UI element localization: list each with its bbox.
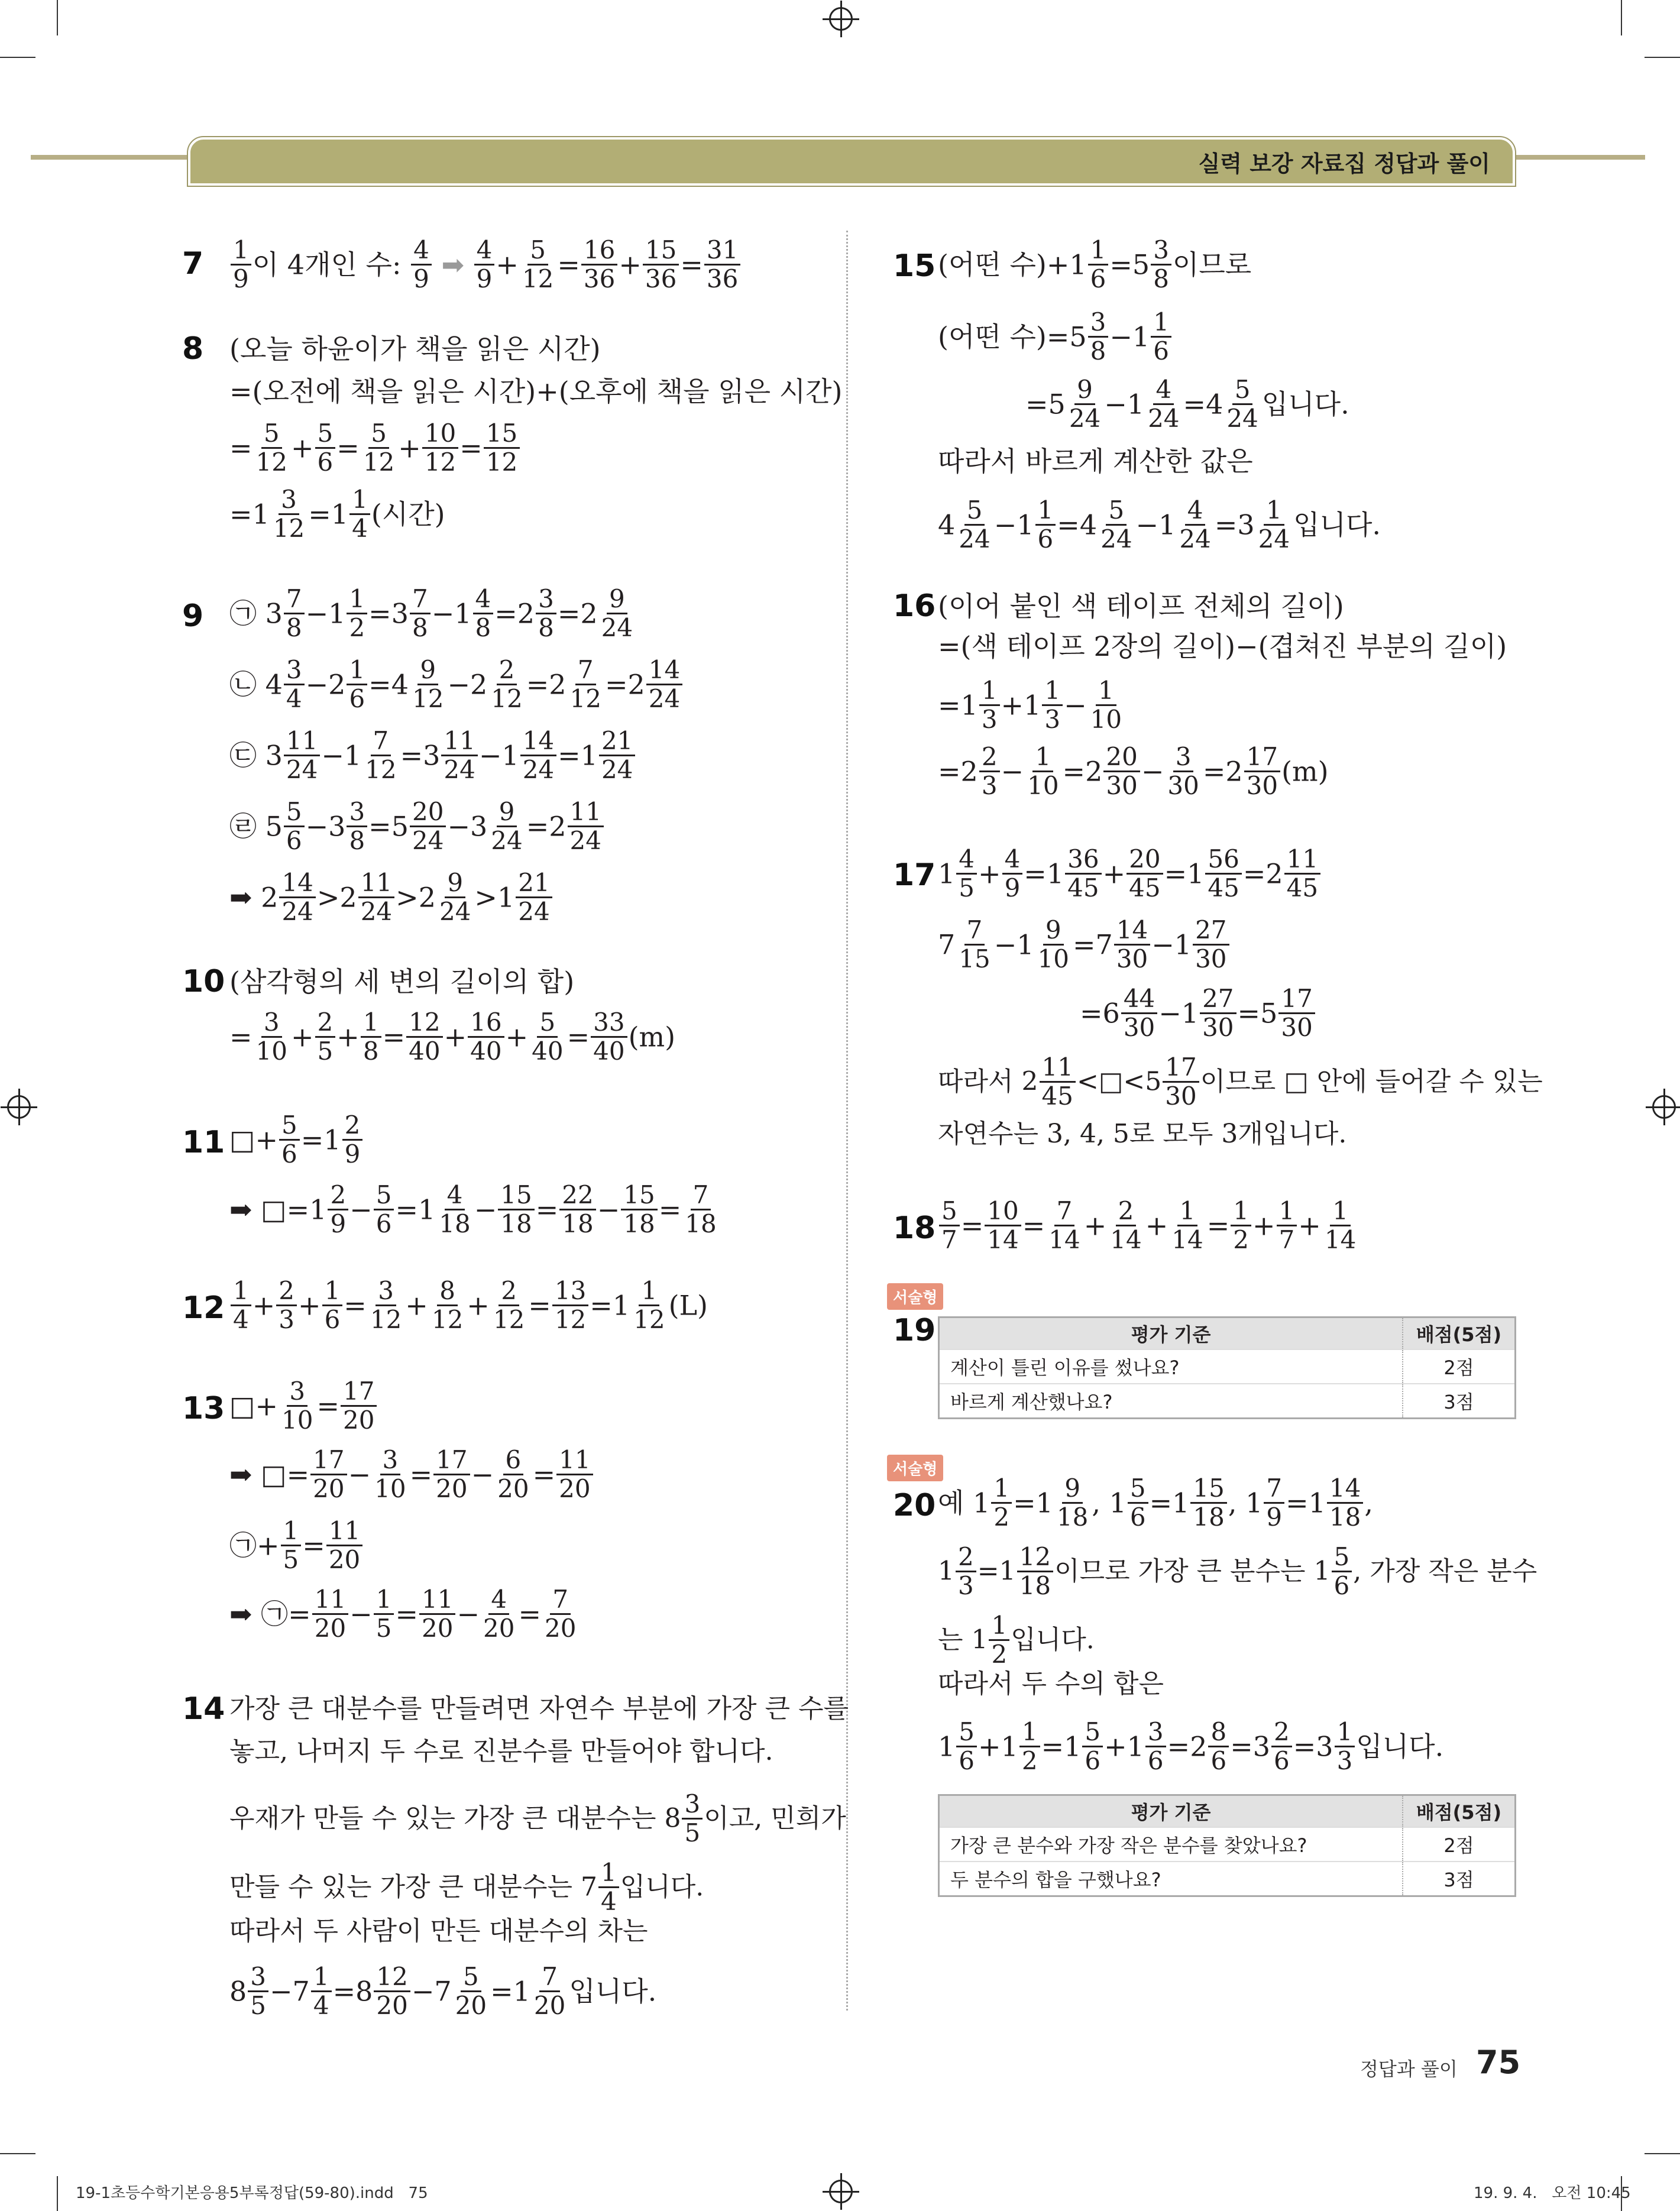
problem-number: 8 bbox=[182, 331, 204, 367]
solution-line: ➡ □=1 $\frac{2}{9}$ − $\frac{5}{6}$ =1 $\frac{4}{18}$ − $\frac{15}{18}$ = $\frac{22}{18}$ − $\frac{15}{18}$ = $\frac{7}{18}$ bbox=[229, 1181, 720, 1238]
page-number: 75 bbox=[1476, 2044, 1521, 2081]
table-row bbox=[939, 1349, 1516, 1384]
fraction: $\frac{1}{6}$ bbox=[347, 656, 367, 713]
fraction: $\frac{1}{4}$ bbox=[231, 1277, 251, 1333]
fraction: $\frac{14}{24}$ bbox=[279, 869, 315, 925]
fraction: $\frac{5}{12}$ bbox=[362, 419, 395, 477]
problem-12 bbox=[182, 1277, 821, 1342]
criteria-cell: 계산이 틀린 이유를 썼나요? bbox=[939, 1349, 1403, 1384]
problem-number: 17 bbox=[893, 857, 936, 893]
fraction: $\frac{2}{12}$ bbox=[491, 655, 523, 713]
fraction: $\frac{6}{20}$ bbox=[497, 1445, 529, 1503]
print-file-info: 19-1초등수학기본응용5부록정답(59-80).indd 75 bbox=[76, 2184, 428, 2202]
fraction: $\frac{5}{6}$ bbox=[279, 1112, 300, 1168]
fraction: $\frac{14}{30}$ bbox=[1114, 917, 1150, 973]
fraction: $\frac{7}{8}$ bbox=[284, 585, 305, 642]
solution-line: ㉢ 3 $\frac{11}{24}$ −1 $\frac{7}{12}$ =3 $\frac{11}{24}$ −1 $\frac{14}{24}$ =1 $\frac{21}{24}$ bbox=[229, 727, 636, 784]
problem-number: 19 bbox=[893, 1313, 936, 1348]
solution-line: =6 $\frac{44}{30}$ −1 $\frac{27}{30}$ =5 $\frac{17}{30}$ bbox=[1080, 985, 1316, 1041]
fraction: $\frac{15}{12}$ bbox=[484, 420, 520, 476]
fraction: $\frac{1}{2}$ bbox=[1019, 1718, 1040, 1775]
problem-8 bbox=[182, 331, 843, 556]
solution-line: 놓고, 나머지 두 수로 진분수를 만들어야 합니다. bbox=[229, 1736, 773, 1766]
solution-line: 8 $\frac{3}{5}$ −7 $\frac{1}{4}$ =8 $\frac{12}{20}$ −7 $\frac{5}{20}$ =1 $\frac{7}{20}$ 입니다. bbox=[229, 1962, 657, 2020]
problem-19 bbox=[887, 1283, 1532, 1425]
fraction: $\frac{1}{4}$ bbox=[349, 486, 370, 542]
solution-line: 1 $\frac{4}{5}$ + $\frac{4}{9}$ =1 $\frac{36}{45}$ + $\frac{20}{45}$ =1 $\frac{56}{45}$ =2 $\frac{11}{45}$ bbox=[938, 846, 1322, 902]
solution-line: (어떤 수)=5 $\frac{3}{8}$ −1 $\frac{1}{6}$ bbox=[938, 309, 1173, 365]
fraction: $\frac{1}{4}$ bbox=[311, 1963, 332, 2019]
fraction: $\frac{3}{4}$ bbox=[284, 656, 305, 713]
fraction: $\frac{27}{30}$ bbox=[1200, 985, 1236, 1041]
problem-number: 18 bbox=[893, 1210, 936, 1246]
fraction: $\frac{1}{6}$ bbox=[1151, 309, 1171, 365]
fraction: $\frac{16}{40}$ bbox=[468, 1009, 504, 1065]
fraction: $\frac{9}{24}$ bbox=[1069, 375, 1101, 433]
fraction: $\frac{11}{45}$ bbox=[1040, 1054, 1076, 1110]
fraction: $\frac{1}{9}$ bbox=[231, 237, 251, 293]
fraction: $\frac{4}{24}$ bbox=[1179, 496, 1211, 553]
fraction: $\frac{1}{14}$ bbox=[1171, 1196, 1203, 1254]
solution-line: = $\frac{3}{10}$ + $\frac{2}{5}$ + $\frac{1}{8}$ = $\frac{12}{40}$ + $\frac{16}{40}$ + $\frac{5}{40}$ = $\frac{33}{40}$ (m) bbox=[229, 1008, 676, 1066]
fraction: $\frac{9}{24}$ bbox=[601, 584, 633, 642]
fraction: $\frac{5}{6}$ bbox=[374, 1181, 394, 1238]
fraction: $\frac{14}{24}$ bbox=[646, 656, 682, 713]
solution-line: 자연수는 3, 4, 5로 모두 3개입니다. bbox=[938, 1119, 1347, 1149]
fraction: $\frac{12}{20}$ bbox=[374, 1963, 410, 2019]
solution-line: 4 $\frac{5}{24}$ −1 $\frac{1}{6}$ =4 $\frac{5}{24}$ −1 $\frac{4}{24}$ =3 $\frac{1}{24}$ 입니다. bbox=[938, 496, 1381, 553]
problem-20 bbox=[887, 1455, 1537, 1904]
fraction: $\frac{20}{30}$ bbox=[1103, 743, 1140, 799]
table-row bbox=[939, 1384, 1516, 1419]
fraction: $\frac{9}{24}$ bbox=[439, 868, 471, 926]
problem-10 bbox=[182, 964, 821, 1082]
fraction: $\frac{1}{6}$ bbox=[1088, 237, 1109, 293]
fraction: $\frac{9}{24}$ bbox=[491, 797, 523, 855]
criteria-cell: 바르게 계산했나요? bbox=[939, 1384, 1403, 1419]
problem-16 bbox=[893, 588, 1532, 825]
solution-line: 예 1 $\frac{1}{2}$ =1 $\frac{9}{18}$ , 1 $\frac{5}{6}$ =1 $\frac{15}{18}$ , 1 $\frac{7}{9}$ =1 $\frac{14}{18}$ , bbox=[938, 1474, 1373, 1532]
fraction: $\frac{5}{40}$ bbox=[532, 1008, 564, 1066]
criteria-header: 평가 기준 bbox=[939, 1317, 1403, 1350]
solution-line: ㉠ 3 $\frac{7}{8}$ −1 $\frac{1}{2}$ =3 $\frac{7}{8}$ −1 $\frac{4}{8}$ =2 $\frac{3}{8}$ =2 $\frac{9}{24}$ bbox=[229, 585, 636, 642]
solution-line: =(오전에 책을 읽은 시간)+(오후에 책을 읽은 시간) bbox=[229, 375, 843, 407]
fraction: $\frac{4}{5}$ bbox=[956, 846, 977, 902]
fraction: $\frac{7}{15}$ bbox=[959, 915, 990, 973]
fraction: $\frac{17}{30}$ bbox=[1163, 1054, 1199, 1110]
solution-line: =1 $\frac{3}{12}$ =1 $\frac{1}{4}$ (시간) bbox=[229, 485, 445, 543]
fraction: $\frac{15}{36}$ bbox=[643, 237, 679, 293]
solution-line: 따라서 2 $\frac{11}{45}$ <□<5 $\frac{17}{30}$ 이므로 □ 안에 들어갈 수 있는 bbox=[938, 1053, 1543, 1111]
fraction: $\frac{2}{9}$ bbox=[342, 1112, 363, 1168]
fraction: $\frac{1}{7}$ bbox=[1277, 1197, 1297, 1254]
fraction: $\frac{11}{20}$ bbox=[419, 1586, 455, 1642]
solution-line: (오늘 하윤이가 책을 읽은 시간) bbox=[229, 333, 601, 365]
solution-line: (삼각형의 세 변의 길이의 합) bbox=[229, 966, 575, 998]
criteria-cell: 가장 큰 분수와 가장 작은 분수를 찾았나요? bbox=[939, 1827, 1403, 1862]
fraction: $\frac{1}{3}$ bbox=[979, 677, 1000, 733]
table-row bbox=[939, 1862, 1516, 1896]
fraction: $\frac{3}{8}$ bbox=[536, 585, 556, 642]
fraction: $\frac{5}{24}$ bbox=[1100, 496, 1132, 553]
fraction: $\frac{5}{24}$ bbox=[1226, 375, 1258, 433]
fraction: $\frac{1}{3}$ bbox=[1335, 1718, 1355, 1775]
crop-mark bbox=[0, 57, 35, 58]
fraction: $\frac{15}{18}$ bbox=[498, 1181, 534, 1238]
fraction: $\frac{11}{24}$ bbox=[284, 727, 320, 784]
fraction: $\frac{1}{14}$ bbox=[1324, 1196, 1357, 1254]
fraction: $\frac{4}{9}$ bbox=[474, 237, 495, 293]
fraction: $\frac{2}{6}$ bbox=[1271, 1718, 1292, 1775]
fraction: $\frac{5}{12}$ bbox=[255, 419, 287, 477]
solution-line: 1 $\frac{2}{3}$ =1 $\frac{12}{18}$ 이므로 가장 큰 분수는 1 $\frac{5}{6}$ , 가장 작은 분수 bbox=[938, 1542, 1537, 1600]
fraction: $\frac{3}{12}$ bbox=[273, 485, 305, 543]
solution-line: 만들 수 있는 가장 큰 대분수는 7 $\frac{1}{4}$ 입니다. bbox=[229, 1858, 704, 1916]
problem-11 bbox=[182, 1112, 821, 1254]
fraction: $\frac{5}{6}$ bbox=[1332, 1543, 1352, 1600]
fraction: $\frac{7}{12}$ bbox=[365, 726, 397, 784]
fraction: $\frac{7}{20}$ bbox=[545, 1585, 577, 1643]
solution-line: 따라서 바르게 계산한 값은 bbox=[938, 445, 1253, 477]
fraction: $\frac{7}{8}$ bbox=[410, 585, 430, 642]
score-cell: 3점 bbox=[1403, 1384, 1516, 1419]
fraction: $\frac{12}{40}$ bbox=[406, 1009, 442, 1065]
fraction: $\frac{4}{18}$ bbox=[439, 1180, 471, 1238]
registration-mark-icon bbox=[829, 2180, 853, 2203]
header-title: 실력 보강 자료집 정답과 풀이 bbox=[1198, 151, 1490, 177]
fraction: $\frac{17}{30}$ bbox=[1278, 985, 1315, 1041]
fraction: $\frac{14}{18}$ bbox=[1327, 1475, 1363, 1531]
registration-mark-icon bbox=[1652, 1095, 1676, 1119]
fraction: $\frac{27}{30}$ bbox=[1193, 917, 1229, 973]
fraction: $\frac{3}{30}$ bbox=[1167, 742, 1199, 800]
fraction: $\frac{5}{20}$ bbox=[455, 1962, 487, 2020]
fraction: $\frac{8}{6}$ bbox=[1208, 1718, 1229, 1775]
fraction: $\frac{7}{12}$ bbox=[569, 655, 601, 713]
fraction: $\frac{7}{14}$ bbox=[1048, 1196, 1080, 1254]
solution-line: =2 $\frac{2}{3}$ − $\frac{1}{10}$ =2 $\frac{20}{30}$ − $\frac{3}{30}$ =2 $\frac{17}{30}$ (m) bbox=[938, 742, 1329, 800]
descriptive-tag: 서술형 bbox=[887, 1283, 943, 1310]
fraction: $\frac{12}{18}$ bbox=[1017, 1543, 1053, 1600]
problem-number: 11 bbox=[182, 1125, 225, 1160]
fraction: $\frac{11}{24}$ bbox=[441, 727, 477, 784]
fraction: $\frac{8}{12}$ bbox=[431, 1276, 464, 1334]
solution-line: ➡ 2 $\frac{14}{24}$ >2 $\frac{11}{24}$ >2 $\frac{9}{24}$ >1 $\frac{21}{24}$ bbox=[229, 869, 553, 925]
solution-line: 따라서 두 사람이 만든 대분수의 차는 bbox=[229, 1916, 648, 1946]
crop-mark bbox=[57, 0, 58, 35]
problem-number: 9 bbox=[182, 598, 204, 634]
crop-mark bbox=[1621, 0, 1622, 35]
fraction: $\frac{7}{18}$ bbox=[685, 1180, 717, 1238]
fraction: $\frac{5}{6}$ bbox=[315, 420, 336, 476]
fraction: $\frac{3}{8}$ bbox=[1151, 237, 1171, 293]
fraction: $\frac{20}{45}$ bbox=[1127, 846, 1163, 902]
fraction: $\frac{1}{3}$ bbox=[1042, 677, 1063, 733]
problem-number: 13 bbox=[182, 1391, 225, 1426]
problem-number: 14 bbox=[182, 1691, 225, 1727]
solution-line: $\frac{5}{7}$ = $\frac{10}{14}$ = $\frac{7}{14}$ + $\frac{2}{14}$ + $\frac{1}{14}$ = $\frac{1}{2}$ + $\frac{1}{7}$ + $\frac{1}{14}$ bbox=[938, 1197, 1359, 1254]
solution-line: =(색 테이프 2장의 길이)−(겹쳐진 부분의 길이) bbox=[938, 630, 1507, 662]
solution-line: □+ $\frac{5}{6}$ =1 $\frac{2}{9}$ bbox=[229, 1112, 364, 1168]
problem-number: 16 bbox=[893, 588, 936, 624]
fraction: $\frac{3}{8}$ bbox=[1088, 309, 1109, 365]
problem-18 bbox=[893, 1197, 1532, 1262]
solution-line: ㉡ 4 $\frac{3}{4}$ −2 $\frac{1}{6}$ =4 $\frac{9}{12}$ −2 $\frac{2}{12}$ =2 $\frac{7}{12}$ =2 $\frac{14}{24}$ bbox=[229, 656, 684, 713]
solution-line: ㉣ 5 $\frac{5}{6}$ −3 $\frac{3}{8}$ =5 $\frac{20}{24}$ −3 $\frac{9}{24}$ =2 $\frac{11}{24}$ bbox=[229, 798, 605, 854]
fraction: $\frac{3}{5}$ bbox=[248, 1963, 268, 2019]
solution-line: =1 $\frac{1}{3}$ +1 $\frac{1}{3}$ − $\frac{1}{10}$ bbox=[938, 677, 1125, 733]
criteria-header: 평가 기준 bbox=[939, 1795, 1403, 1828]
fraction: $\frac{44}{30}$ bbox=[1121, 985, 1157, 1041]
solution-line: = $\frac{5}{12}$ + $\frac{5}{6}$ = $\frac{5}{12}$ + $\frac{10}{12}$ = $\frac{15}{12}$ bbox=[229, 420, 521, 476]
fraction: $\frac{1}{4}$ bbox=[598, 1859, 619, 1915]
fraction: $\frac{9}{10}$ bbox=[1037, 915, 1069, 973]
fraction: $\frac{5}{6}$ bbox=[1082, 1718, 1103, 1775]
fraction: $\frac{3}{10}$ bbox=[281, 1377, 313, 1435]
fraction: $\frac{2}{3}$ bbox=[956, 1543, 976, 1600]
fraction: $\frac{14}{24}$ bbox=[520, 727, 556, 784]
solution-line: 7 $\frac{7}{15}$ −1 $\frac{9}{10}$ =7 $\frac{14}{30}$ −1 $\frac{27}{30}$ bbox=[938, 917, 1231, 973]
fraction: $\frac{15}{18}$ bbox=[621, 1181, 657, 1238]
fraction: $\frac{1}{6}$ bbox=[322, 1277, 343, 1333]
fraction: $\frac{20}{24}$ bbox=[410, 798, 446, 854]
fraction: $\frac{11}{45}$ bbox=[1284, 846, 1320, 902]
fraction: $\frac{1}{5}$ bbox=[281, 1517, 302, 1574]
column-divider bbox=[846, 231, 848, 2011]
problem-number: 12 bbox=[182, 1290, 225, 1326]
problem-number: 20 bbox=[893, 1488, 936, 1523]
fraction: $\frac{1}{5}$ bbox=[374, 1586, 394, 1642]
score-header: 배점(5점) bbox=[1403, 1795, 1516, 1828]
fraction: $\frac{31}{36}$ bbox=[704, 237, 740, 293]
fraction: $\frac{5}{6}$ bbox=[956, 1718, 977, 1775]
fraction: $\frac{17}{20}$ bbox=[341, 1378, 377, 1434]
fraction: $\frac{1}{2}$ bbox=[1231, 1197, 1251, 1254]
crop-mark bbox=[0, 2153, 35, 2154]
solution-line: 1 $\frac{5}{6}$ +1 $\frac{1}{2}$ =1 $\frac{5}{6}$ +1 $\frac{3}{6}$ =2 $\frac{8}{6}$ =3 $\frac{2}{6}$ =3 $\frac{1}{3}$ 입니다. bbox=[938, 1717, 1444, 1775]
fraction: $\frac{15}{18}$ bbox=[1190, 1475, 1226, 1531]
scoring-table bbox=[938, 1794, 1516, 1897]
fraction: $\frac{3}{5}$ bbox=[682, 1791, 703, 1847]
fraction: $\frac{2}{12}$ bbox=[493, 1276, 525, 1334]
solution-line: 는 1 $\frac{1}{2}$ 입니다. bbox=[938, 1611, 1095, 1669]
fraction: $\frac{3}{8}$ bbox=[347, 798, 367, 854]
fraction: $\frac{1}{2}$ bbox=[991, 1475, 1012, 1531]
page-footer bbox=[1360, 2044, 1521, 2085]
fraction: $\frac{4}{24}$ bbox=[1148, 375, 1180, 433]
fraction: $\frac{2}{9}$ bbox=[328, 1181, 348, 1238]
print-date-info: 19. 9. 4. 오전 10:45 bbox=[1474, 2184, 1631, 2202]
header-banner bbox=[188, 137, 1515, 186]
fraction: $\frac{2}{14}$ bbox=[1110, 1196, 1142, 1254]
solution-line: $\frac{1}{9}$ 이 4개인 수: $\frac{4}{9}$ ➡ $\frac{4}{9}$ + $\frac{5}{12}$ = $\frac{16}{36}$ + $\frac{15}{36}$ = $\frac{31}{36}$ bbox=[229, 237, 742, 293]
crop-mark bbox=[1645, 2153, 1680, 2154]
table-row bbox=[939, 1827, 1516, 1862]
fraction: $\frac{21}{24}$ bbox=[599, 727, 635, 784]
fraction: $\frac{5}{24}$ bbox=[959, 496, 990, 553]
fraction: $\frac{1}{24}$ bbox=[1258, 496, 1290, 553]
fraction: $\frac{7}{9}$ bbox=[1264, 1475, 1284, 1531]
fraction: $\frac{21}{24}$ bbox=[516, 869, 552, 925]
crop-mark bbox=[1645, 57, 1680, 58]
fraction: $\frac{3}{12}$ bbox=[370, 1276, 402, 1334]
solution-line: 우재가 만들 수 있는 가장 큰 대분수는 8 $\frac{3}{5}$ 이고, 민희가 bbox=[229, 1789, 846, 1847]
fraction: $\frac{3}{6}$ bbox=[1145, 1718, 1166, 1775]
fraction: $\frac{22}{18}$ bbox=[559, 1181, 595, 1238]
fraction: $\frac{10}{14}$ bbox=[985, 1197, 1021, 1254]
fraction: $\frac{11}{20}$ bbox=[326, 1517, 362, 1574]
problem-9 bbox=[182, 585, 821, 940]
fraction: $\frac{4}{8}$ bbox=[473, 585, 494, 642]
solution-line: □+ $\frac{3}{10}$ = $\frac{17}{20}$ bbox=[229, 1378, 378, 1434]
fraction: $\frac{9}{12}$ bbox=[412, 655, 444, 713]
fraction: $\frac{10}{12}$ bbox=[422, 420, 458, 476]
problem-13 bbox=[182, 1378, 821, 1650]
problem-17 bbox=[893, 844, 1543, 1177]
solution-line: $\frac{1}{4}$ + $\frac{2}{3}$ + $\frac{1}{6}$ = $\frac{3}{12}$ + $\frac{8}{12}$ + $\frac{2}{12}$ = $\frac{13}{12}$ =1 $\frac{1}{12}$ (L) bbox=[229, 1277, 708, 1333]
score-cell: 2점 bbox=[1403, 1349, 1516, 1384]
fraction: $\frac{1}{2}$ bbox=[347, 585, 367, 642]
registration-mark-icon bbox=[7, 1095, 31, 1119]
solution-line: ➡ □= $\frac{17}{20}$ − $\frac{3}{10}$ = $\frac{17}{20}$ − $\frac{6}{20}$ = $\frac{11}{20}$ bbox=[229, 1446, 594, 1503]
fraction: $\frac{2}{3}$ bbox=[979, 743, 1000, 799]
solution-line: ㉠+ $\frac{1}{5}$ = $\frac{11}{20}$ bbox=[229, 1517, 364, 1574]
fraction: $\frac{1}{12}$ bbox=[633, 1276, 665, 1334]
solution-line: (어떤 수)+1 $\frac{1}{6}$ =5 $\frac{3}{8}$ 이므로 bbox=[938, 235, 1252, 293]
fraction: $\frac{56}{45}$ bbox=[1205, 846, 1241, 902]
score-cell: 2점 bbox=[1403, 1827, 1516, 1862]
solution-line: 따라서 두 수의 합은 bbox=[938, 1669, 1164, 1699]
fraction: $\frac{4}{20}$ bbox=[483, 1585, 515, 1643]
fraction: $\frac{1}{2}$ bbox=[989, 1612, 1009, 1668]
fraction: $\frac{2}{3}$ bbox=[276, 1277, 297, 1333]
problem-number: 15 bbox=[893, 248, 936, 284]
descriptive-tag: 서술형 bbox=[887, 1455, 943, 1481]
fraction: $\frac{17}{20}$ bbox=[433, 1446, 470, 1503]
problem-15 bbox=[893, 237, 1532, 556]
solution-line: 가장 큰 대분수를 만들려면 자연수 부분에 가장 큰 수를 bbox=[229, 1694, 849, 1724]
fraction: $\frac{5}{6}$ bbox=[284, 798, 305, 854]
arrow-icon: ➡ bbox=[441, 248, 465, 281]
fraction: $\frac{33}{40}$ bbox=[591, 1009, 627, 1065]
solution-line: (이어 붙인 색 테이프 전체의 길이) bbox=[938, 590, 1344, 622]
problem-number: 7 bbox=[182, 246, 204, 281]
scoring-table bbox=[938, 1316, 1516, 1419]
fraction: $\frac{1}{10}$ bbox=[1090, 676, 1122, 734]
fraction: $\frac{1}{8}$ bbox=[361, 1009, 381, 1065]
fraction: $\frac{11}{20}$ bbox=[556, 1446, 593, 1503]
criteria-cell: 두 분수의 합을 구했나요? bbox=[939, 1862, 1403, 1896]
fraction: $\frac{4}{9}$ bbox=[1002, 846, 1023, 902]
score-cell: 3점 bbox=[1403, 1862, 1516, 1896]
fraction: $\frac{16}{36}$ bbox=[581, 237, 617, 293]
fraction: $\frac{7}{20}$ bbox=[533, 1962, 566, 2020]
fraction: $\frac{1}{10}$ bbox=[1027, 742, 1059, 800]
problem-number: 10 bbox=[182, 964, 225, 999]
footer-section-label: 정답과 풀이 bbox=[1360, 2058, 1458, 2080]
problem-7 bbox=[182, 237, 821, 302]
fraction: $\frac{1}{6}$ bbox=[1035, 497, 1056, 553]
score-header: 배점(5점) bbox=[1403, 1317, 1516, 1350]
registration-mark-icon bbox=[829, 7, 853, 31]
solution-line: ➡ ㉠= $\frac{11}{20}$ − $\frac{1}{5}$ = $\frac{11}{20}$ − $\frac{4}{20}$ = $\frac{7}{20}$ bbox=[229, 1586, 580, 1642]
fraction: $\frac{11}{24}$ bbox=[568, 798, 604, 854]
fraction: $\frac{3}{10}$ bbox=[374, 1445, 406, 1503]
fraction: $\frac{5}{12}$ bbox=[522, 235, 554, 293]
fraction: $\frac{17}{20}$ bbox=[310, 1446, 347, 1503]
fraction: $\frac{13}{12}$ bbox=[552, 1277, 588, 1333]
solution-line: =5 $\frac{9}{24}$ −1 $\frac{4}{24}$ =4 $\frac{5}{24}$ 입니다. bbox=[1025, 375, 1349, 433]
fraction: $\frac{17}{30}$ bbox=[1244, 743, 1280, 799]
fraction: $\frac{3}{10}$ bbox=[255, 1008, 287, 1066]
fraction: $\frac{4}{9}$ bbox=[411, 237, 432, 293]
fraction: $\frac{36}{45}$ bbox=[1065, 846, 1101, 902]
fraction: $\frac{2}{5}$ bbox=[315, 1009, 336, 1065]
fraction: $\frac{5}{7}$ bbox=[939, 1197, 960, 1254]
fraction: $\frac{11}{24}$ bbox=[358, 869, 394, 925]
fraction: $\frac{5}{6}$ bbox=[1128, 1475, 1148, 1531]
fraction: $\frac{11}{20}$ bbox=[312, 1586, 348, 1642]
fraction: $\frac{9}{18}$ bbox=[1056, 1474, 1089, 1532]
problem-14 bbox=[182, 1691, 849, 2022]
crop-mark bbox=[57, 2176, 58, 2211]
